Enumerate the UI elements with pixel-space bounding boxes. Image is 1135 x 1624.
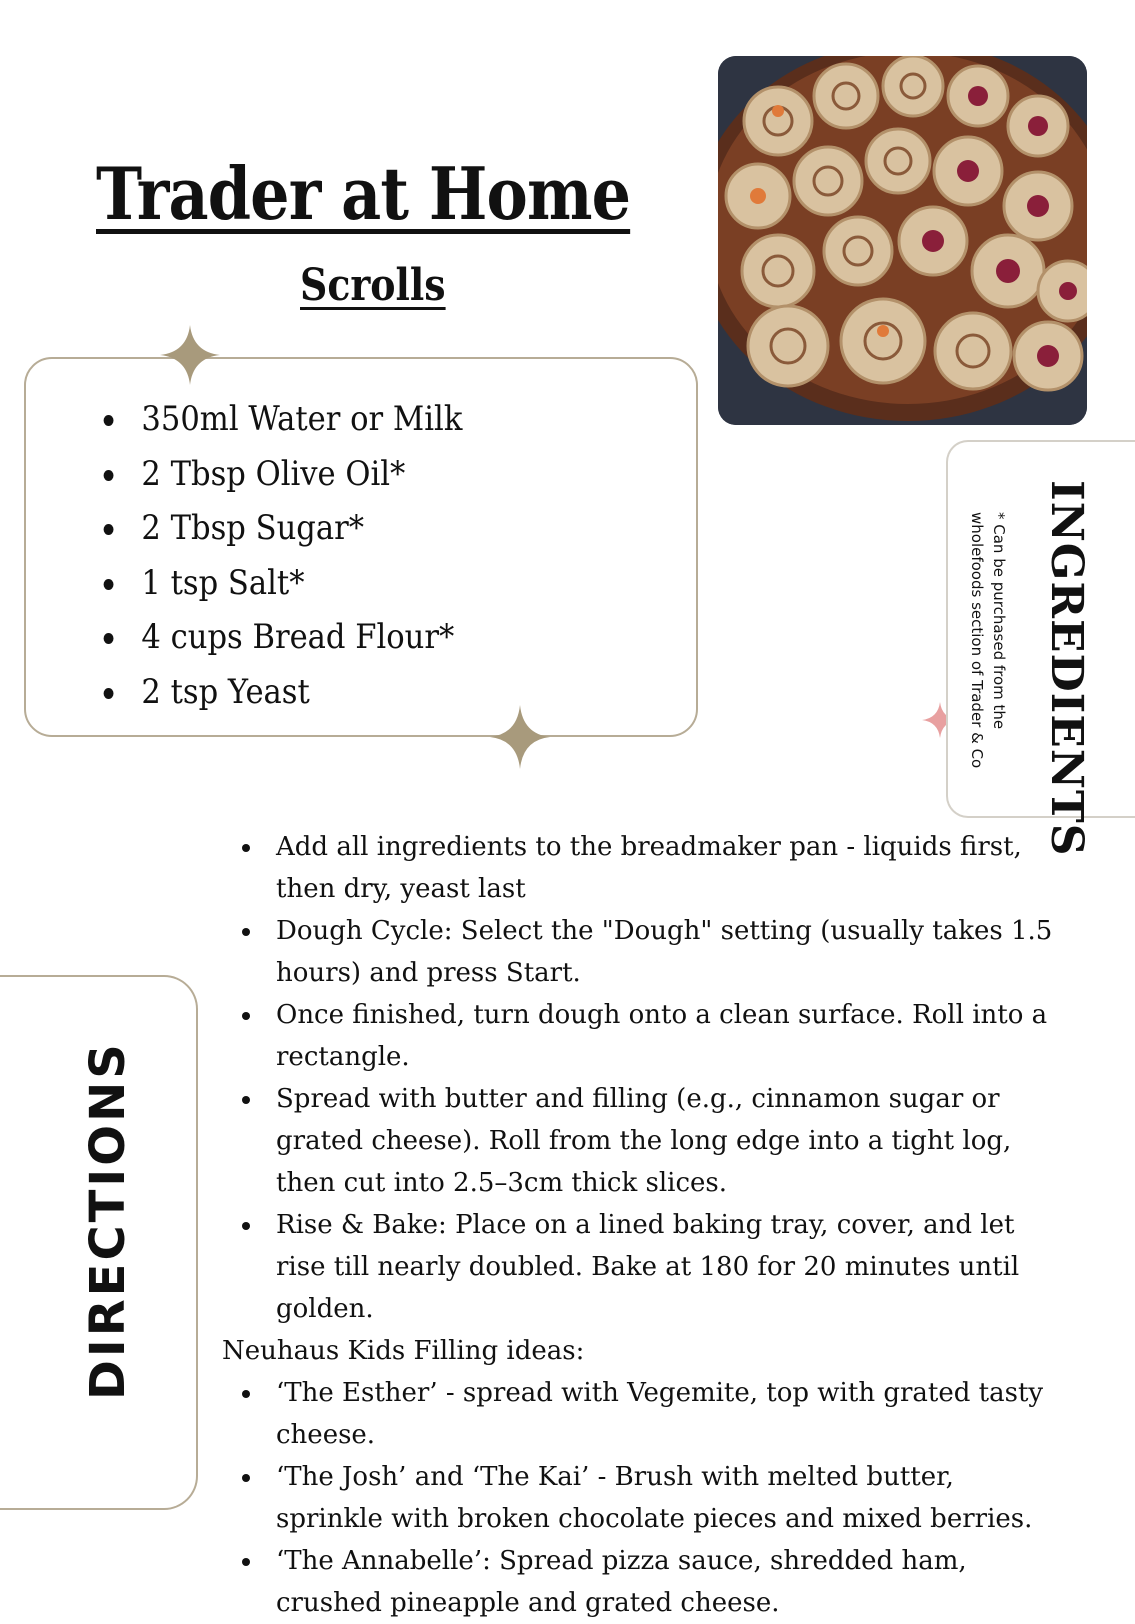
filling-item: ‘The Annabelle’: Spread pizza sauce, shredded ham, crushed pineapple and grated cheese. (222, 1540, 1062, 1624)
directions-body (222, 826, 1062, 1624)
ingredients-list (100, 392, 503, 720)
ingredients-heading: INGREDIENTS (1041, 480, 1092, 857)
ingredients-note-line: wholefoods section of Trader & Co (968, 512, 986, 769)
ingredients-note-line: * Can be purchased from the (990, 512, 1008, 730)
ingredient-item: 1 tsp Salt* (100, 556, 462, 611)
ingredient-item: 350ml Water or Milk (100, 392, 462, 447)
directions-steps (222, 826, 1062, 1330)
direction-step: Spread with butter and filling (e.g., cinnamon sugar or grated cheese). Roll from the long edge into a tight log, then cut into 2.5–3cm thick slices. (222, 1078, 1062, 1204)
fillings-list (222, 1372, 1062, 1624)
direction-step: Dough Cycle: Select the "Dough" setting (usually takes 1.5 hours) and press Start. (222, 910, 1062, 994)
ingredient-item: 2 Tbsp Sugar* (100, 501, 462, 556)
ingredient-item: 4 cups Bread Flour* (100, 610, 462, 665)
filling-item: ‘The Josh’ and ‘The Kai’ - Brush with melted butter, sprinkle with broken chocolate pieces and mixed berries. (222, 1456, 1062, 1540)
direction-step: Rise & Bake: Place on a lined baking tray, cover, and let rise till nearly doubled. Bake at 180 for 20 minutes until golden. (222, 1204, 1062, 1330)
direction-step: Once finished, turn dough onto a clean surface. Roll into a rectangle. (222, 994, 1062, 1078)
scrolls-photo (718, 56, 1087, 425)
page-title: Trader at Home (96, 151, 631, 236)
page-subtitle: Scrolls (300, 260, 446, 311)
ingredient-item: 2 Tbsp Olive Oil* (100, 447, 462, 502)
ingredient-item: 2 tsp Yeast (100, 665, 462, 720)
filling-item: ‘The Esther’ - spread with Vegemite, top with grated tasty cheese. (222, 1372, 1062, 1456)
sparkle-icon (160, 325, 220, 385)
sparkle-icon (490, 705, 550, 769)
direction-step: Add all ingredients to the breadmaker pan - liquids first, then dry, yeast last (222, 826, 1062, 910)
ingredients-note (966, 512, 1010, 768)
fillings-heading: Neuhaus Kids Filling ideas: (222, 1336, 585, 1366)
directions-heading: DIRECTIONS (80, 1041, 136, 1400)
